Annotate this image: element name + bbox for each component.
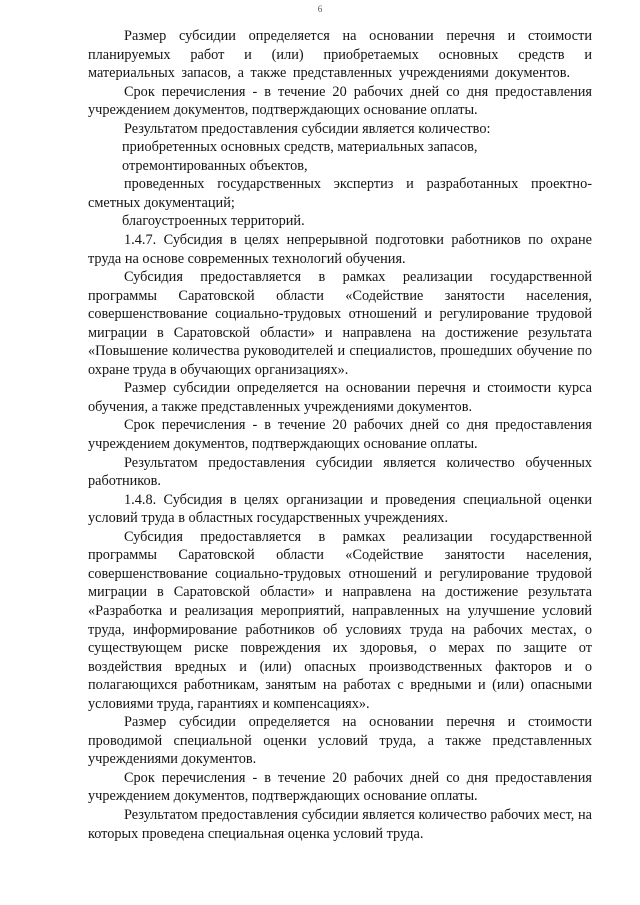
section-heading: 1.4.7. Субсидия в целях непрерывной подготовки работников по охране труда на основе современных технологий обучения. bbox=[88, 232, 592, 267]
list-item: благоустроенных территорий. bbox=[122, 213, 305, 230]
section-heading: 1.4.8. Субсидия в целях организации и проведения специальной оценки условий труда в областных государственных учреждениях. bbox=[88, 491, 592, 527]
paragraph: Срок перечисления - в течение 20 рабочих дней со дня предоставления учреждением документов, подтверждающих основание оплаты. bbox=[88, 769, 592, 805]
paragraph: Размер субсидии определяется на основании перечня и стоимости планируемых работ и (или) приобретаемых основных средств и материальных запасов, а также представленных учреждениями документов. bbox=[88, 28, 592, 82]
list-item: отремонтированных объектов, bbox=[122, 157, 308, 174]
document-body bbox=[88, 27, 592, 843]
paragraph: Размер субсидии определяется на основании перечня и стоимости курса обучения, а также представленных учреждениями документов. bbox=[88, 380, 592, 415]
list-item: приобретенных основных средств, материальных запасов, bbox=[122, 139, 478, 156]
paragraph: Срок перечисления - в течение 20 рабочих дней со дня предоставления учреждением документов, подтверждающих основание оплаты. bbox=[88, 83, 592, 119]
paragraph: Результатом предоставления субсидии является количество рабочих мест, на которых проведена специальная оценка условий труда. bbox=[88, 806, 592, 842]
paragraph: Результатом предоставления субсидии является количество: bbox=[124, 120, 491, 137]
paragraph: Результатом предоставления субсидии является количество обученных работников. bbox=[88, 454, 592, 490]
list-item: проведенных государственных экспертиз и разработанных проектно-сметных документаций; bbox=[88, 176, 592, 211]
paragraph: Срок перечисления - в течение 20 рабочих дней со дня предоставления учреждением документов, подтверждающих основание оплаты. bbox=[88, 417, 592, 453]
paragraph: Размер субсидии определяется на основании перечня и стоимости проводимой специальной оценки условий труда, а также представленных учреждениями документов. bbox=[88, 714, 592, 768]
paragraph: Субсидия предоставляется в рамках реализации государственной программы Саратовской области «Содействие занятости населения, совершенствование социально-трудовых отношений и регулирование трудовой миграции в Саратовской области» и направлена на достижение результата «Повышение количества руководителей и специалистов, прошедших обучение по охране труда в обучающих организациях». bbox=[88, 269, 592, 378]
page-number: 6 bbox=[317, 4, 323, 14]
paragraph: Субсидия предоставляется в рамках реализации государственной программы Саратовской области «Содействие занятости населения, совершенствование социально-трудовых отношений и регулирование трудовой миграции в Саратовской области» и направлена на достижение результата «Разработка и реализация мероприятий, направленных на улучшение условий труда, информирование работников об условиях труда на рабочих местах, о существующем риске повреждения их здоровья, о мерах по защите от воздействия вредных и (или) опасных производственных факторов и о полагающихся работникам, занятым на работах с вредными и (или) опасными условиями труда, гарантиях и компенсациях». bbox=[88, 528, 592, 712]
